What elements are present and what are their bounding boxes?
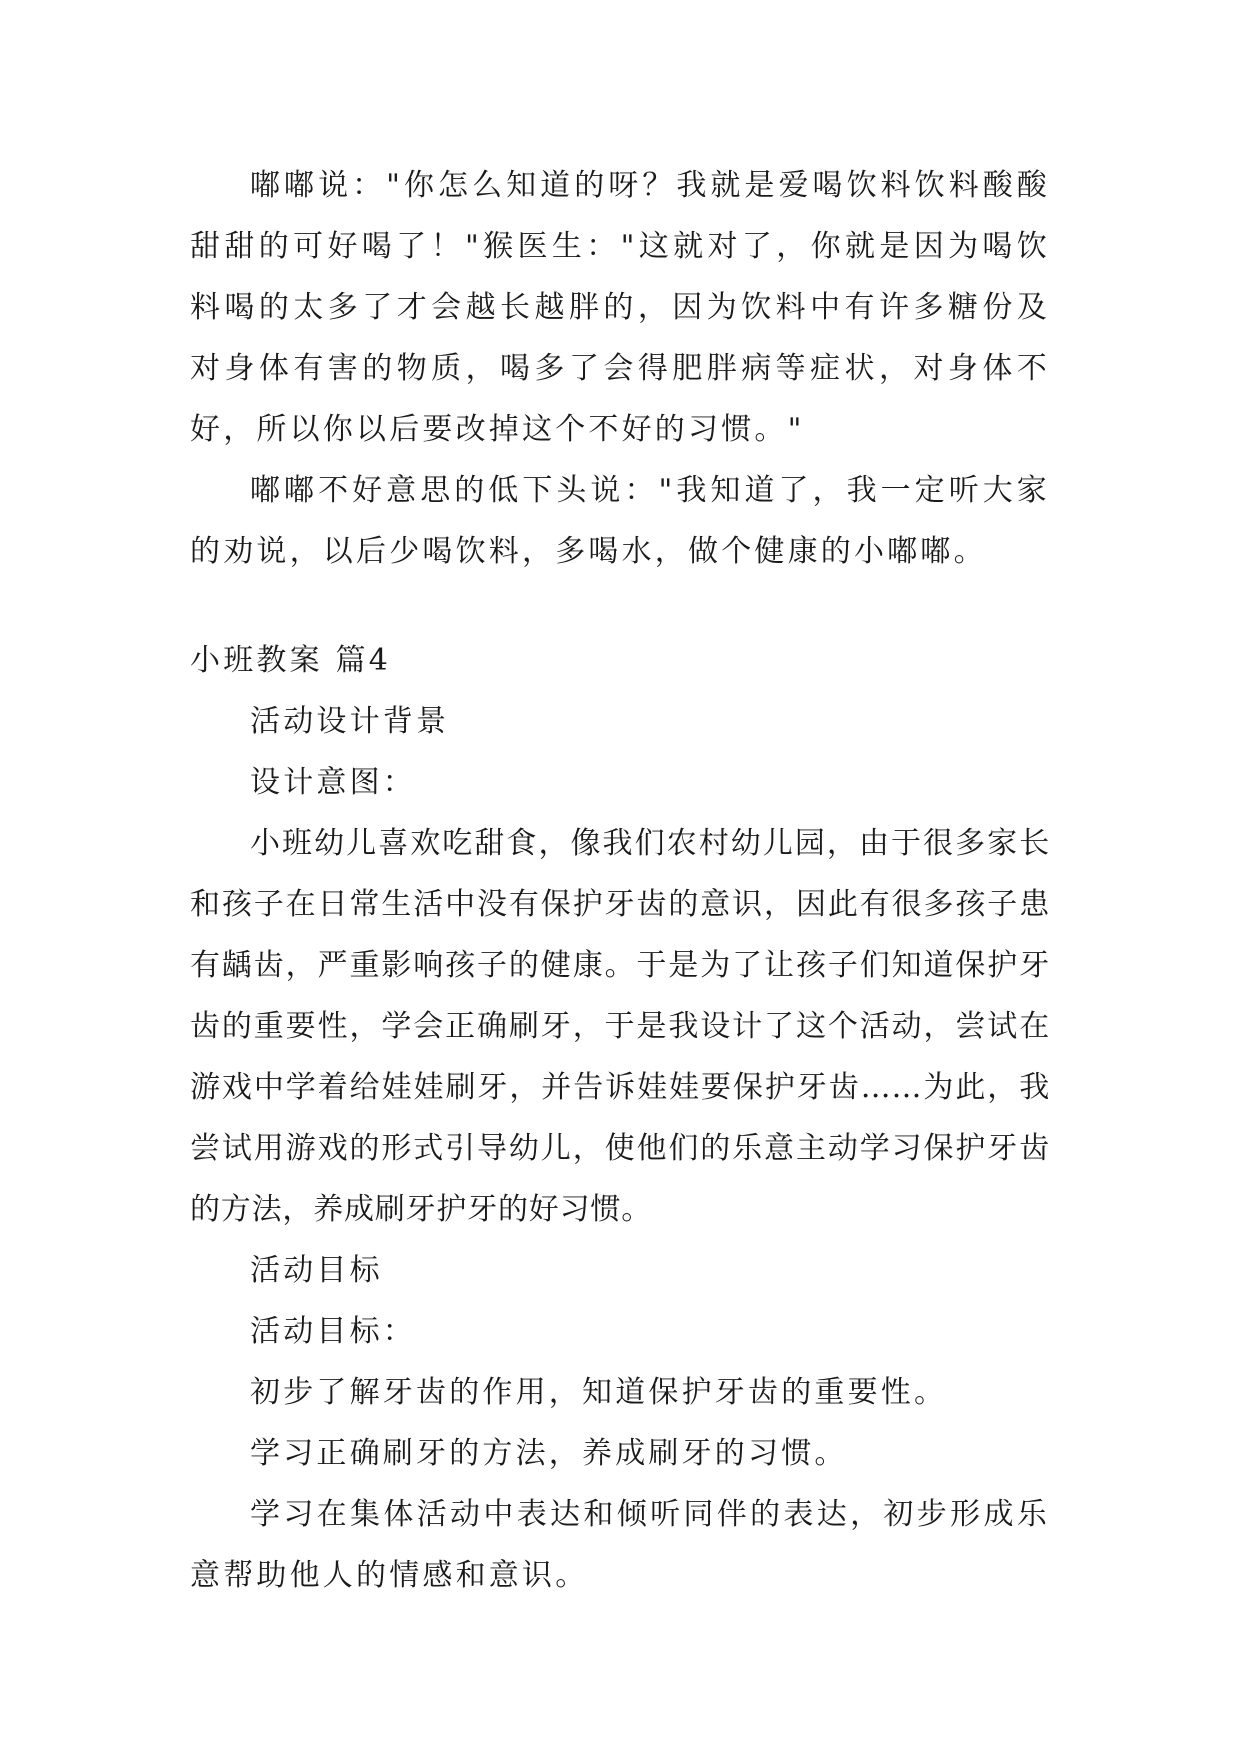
intent-paragraph: 小班幼儿喜欢吃甜食，像我们农村幼儿园，由于很多家长和孩子在日常生活中没有保护牙齿的意识，因此有很多孩子患有龋齿，严重影响孩子的健康。于是为了让孩子们知道保护牙齿的重要性，学会正确刷牙，于是我设计了这个活动，尝试在游戏中学着给娃娃刷牙，并告诉娃娃要保护牙齿……为此，我尝试用游戏的形式引导幼儿，使他们的乐意主动学习保护牙齿的方法，养成刷牙护牙的好习惯。 <box>190 826 1050 1227</box>
document-body <box>190 155 1050 1606</box>
background-heading: 活动设计背景 <box>250 704 450 739</box>
section-title: 小班教案 篇4 <box>190 643 392 678</box>
goal-subheading: 活动目标： <box>250 1314 416 1349</box>
goal-item: 初步了解牙齿的作用，知道保护牙齿的重要性。 <box>250 1375 948 1410</box>
paragraph-dudu-promises: 嘟嘟不好意思的低下头说："我知道了，我一定听大家的劝说，以后少喝饮料，多喝水，做个健康的小嘟嘟。 <box>190 473 1050 569</box>
goal-item: 学习正确刷牙的方法，养成刷牙的习惯。 <box>250 1436 848 1471</box>
goal-item: 学习在集体活动中表达和倾听同伴的表达，初步形成乐意帮助他人的情感和意识。 <box>190 1497 1050 1593</box>
goal-heading: 活动目标 <box>250 1253 383 1288</box>
intent-heading: 设计意图： <box>250 765 416 800</box>
paragraph-dudu-asks: 嘟嘟说："你怎么知道的呀？我就是爱喝饮料饮料酸酸甜甜的可好喝了！"猴医生："这就对了，你就是因为喝饮料喝的太多了才会越长越胖的，因为饮料中有许多糖份及对身体有害的物质，喝多了会得肥胖病等症状，对身体不好，所以你以后要改掉这个不好的习惯。" <box>190 168 1050 447</box>
